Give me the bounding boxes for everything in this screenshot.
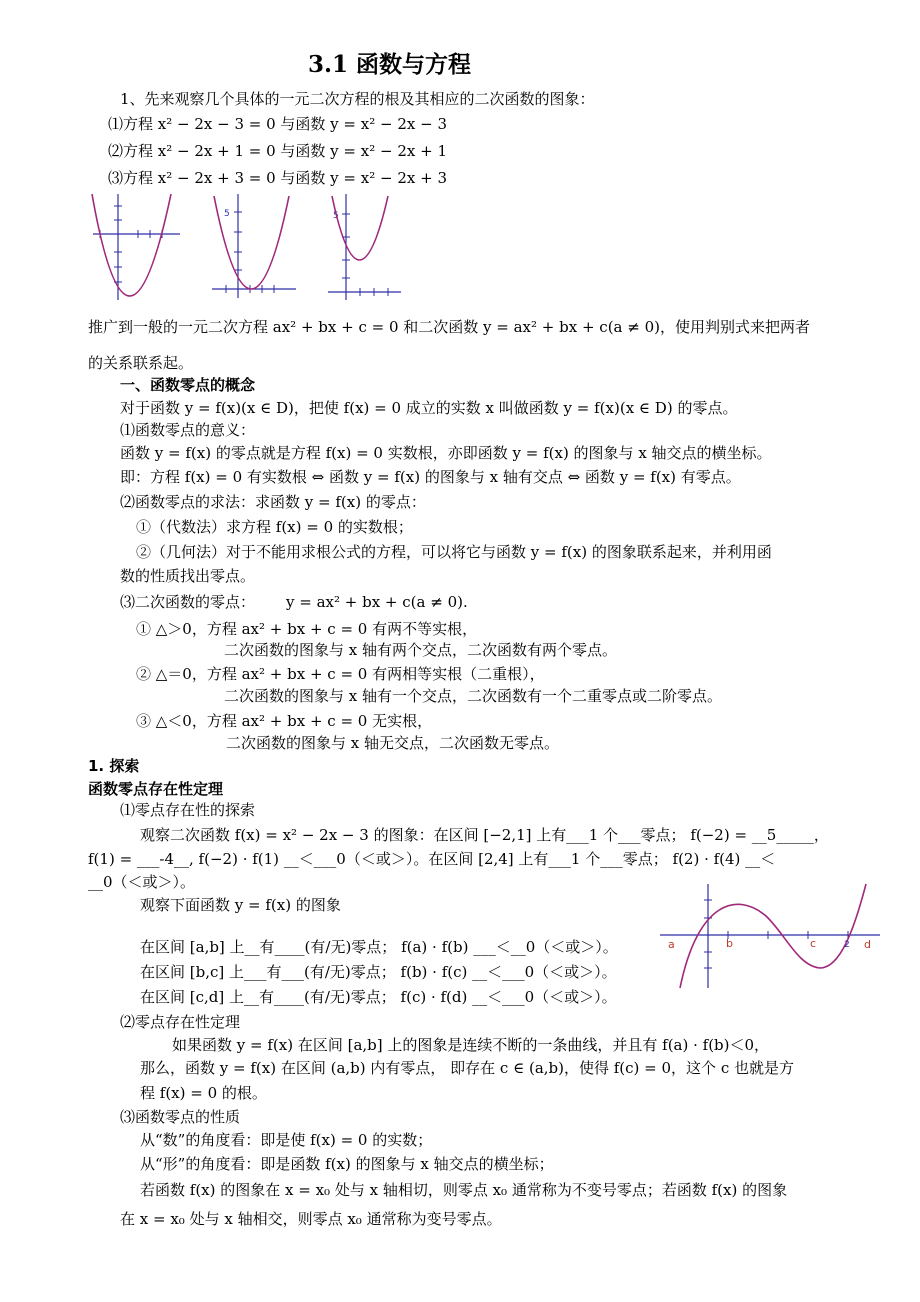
cubic-graph — [658, 880, 884, 992]
cubic-label-b: b — [726, 937, 733, 950]
case-negative-2: 二次函数的图象与 x 轴无交点，二次函数无零点。 — [226, 734, 559, 752]
property-shape: 从“形”的角度看：即是函数 f(x) 的图象与 x 轴交点的横坐标； — [140, 1155, 554, 1173]
meaning-line-2: 即：方程 f(x) = 0 有实数根 ⇔ 函数 y = f(x) 的图象与 x 轴有交点 ⇔ 函数 y = f(x) 有零点。 — [120, 468, 741, 486]
page-title: 3.1 函数与方程 — [308, 51, 472, 78]
cubic-label-2: 2 — [844, 940, 850, 950]
explore-line-1: 观察二次函数 f(x) = x² − 2x − 3 的图象：在区间 [−2,1] 上有___1 个___零点； f(−2) = __5_____， — [140, 826, 829, 844]
case-zero-1: ② △＝0，方程 ax² + bx + c = 0 有两相等实根（二重根）， — [136, 665, 545, 683]
generalize-line-1: 推广到一般的一元二次方程 ax² + bx + c = 0 和二次函数 y = ax² + bx + c(a ≠ 0)，使用判别式来把两者 — [88, 318, 811, 336]
property-number: 从“数”的角度看：即是使 f(x) = 0 的实数； — [140, 1131, 433, 1149]
case-positive-2: 二次函数的图象与 x 轴有两个交点，二次函数有两个零点。 — [224, 641, 617, 659]
theorem-line-3: 程 f(x) = 0 的根。 — [140, 1084, 267, 1102]
quadratic-zero-title: ⑶二次函数的零点： — [120, 593, 256, 611]
graph-2 — [210, 192, 300, 302]
meaning-title: ⑴函数零点的意义： — [120, 421, 256, 439]
example-1: ⑴方程 x² − 2x − 3 = 0 与函数 y = x² − 2x − 3 — [108, 115, 447, 133]
theorem-title: ⑵零点存在性定理 — [120, 1013, 241, 1031]
section-2-heading: 1. 探索 — [88, 757, 140, 775]
meaning-line-1: 函数 y = f(x) 的零点就是方程 f(x) = 0 实数根，亦即函数 y = f(x) 的图象与 x 轴交点的横坐标。 — [120, 444, 772, 462]
interval-cd: 在区间 [c,d] 上__有____(有/无)零点； f(c) · f(d) __＜___0（＜或＞）。 — [140, 988, 617, 1006]
property-tangent-2: 在 x = x₀ 处与 x 轴相交，则零点 x₀ 通常称为变号零点。 — [120, 1210, 502, 1228]
example-3: ⑶方程 x² − 2x + 3 = 0 与函数 y = x² − 2x + 3 — [108, 169, 447, 187]
cubic-label-c: c — [810, 937, 817, 950]
method-title: ⑵函数零点的求法：求函数 y = f(x) 的零点： — [120, 493, 426, 511]
theorem-heading: 函数零点存在性定理 — [88, 780, 224, 798]
interval-ab: 在区间 [a,b] 上__有____(有/无)零点； f(a) · f(b) ___＜__0（＜或＞）。 — [140, 938, 618, 956]
intro-text: 1、先来观察几个具体的一元二次方程的根及其相应的二次函数的图象： — [120, 90, 595, 108]
method-geometric-2: 数的性质找出零点。 — [120, 567, 256, 585]
example-2: ⑵方程 x² − 2x + 1 = 0 与函数 y = x² − 2x + 1 — [108, 142, 447, 160]
cubic-label-d: d — [864, 938, 871, 951]
quadratic-formula: y = ax² + bx + c(a ≠ 0). — [286, 593, 468, 611]
cubic-label-a: a — [668, 938, 675, 951]
section-1-heading: 一、函数零点的概念 — [120, 376, 256, 394]
observe-text: 观察下面函数 y = f(x) 的图象 — [140, 896, 341, 914]
theorem-line-1: 如果函数 y = f(x) 在区间 [a,b] 上的图象是连续不断的一条曲线，并且有 f(a) · f(b)＜0， — [172, 1036, 770, 1054]
graph-3-curve — [332, 196, 388, 260]
case-zero-2: 二次函数的图象与 x 轴有一个交点，二次函数有一个二重零点或二阶零点。 — [224, 687, 722, 705]
zero-definition: 对于函数 y = f(x)(x ∈ D)，把使 f(x) = 0 成立的实数 x 叫做函数 y = f(x)(x ∈ D) 的零点。 — [120, 399, 738, 417]
explore-title: ⑴零点存在性的探索 — [120, 801, 256, 819]
method-algebraic: ①（代数法）求方程 f(x) = 0 的实数根； — [136, 518, 413, 536]
explore-line-2: f(1) = ___-4__, f(−2) · f(1) __＜___0（＜或＞）。在区间 [2,4] 上有___1 个___零点； f(2) · f(4) __＜ — [88, 850, 776, 868]
property-tangent-1: 若函数 f(x) 的图象在 x = x₀ 处与 x 轴相切，则零点 x₀ 通常称为不变号零点；若函数 f(x) 的图象 — [140, 1181, 788, 1199]
graph-1 — [88, 192, 183, 302]
graph-3-tick-label: 5 — [333, 211, 339, 221]
graph-3 — [326, 192, 406, 302]
explore-line-3: __0（＜或＞）。 — [88, 873, 196, 891]
theorem-line-2: 那么，函数 y = f(x) 在区间 (a,b) 内有零点， 即存在 c ∈ (a,b)，使得 f(c) = 0，这个 c 也就是方 — [140, 1059, 794, 1077]
method-geometric-1: ②（几何法）对于不能用求根公式的方程，可以将它与函数 y = f(x) 的图象联系起来，并利用函 — [136, 543, 772, 561]
graph-1-curve — [92, 194, 171, 296]
case-positive-1: ① △＞0，方程 ax² + bx + c = 0 有两不等实根， — [136, 620, 478, 638]
graph-2-tick-label: 5 — [224, 209, 230, 219]
case-negative-1: ③ △＜0，方程 ax² + bx + c = 0 无实根， — [136, 712, 433, 730]
interval-bc: 在区间 [b,c] 上___有___(有/无)零点； f(b) · f(c) __＜___0（＜或＞）。 — [140, 963, 617, 981]
properties-title: ⑶函数零点的性质 — [120, 1108, 241, 1126]
generalize-line-2: 的关系联系起。 — [88, 354, 194, 372]
